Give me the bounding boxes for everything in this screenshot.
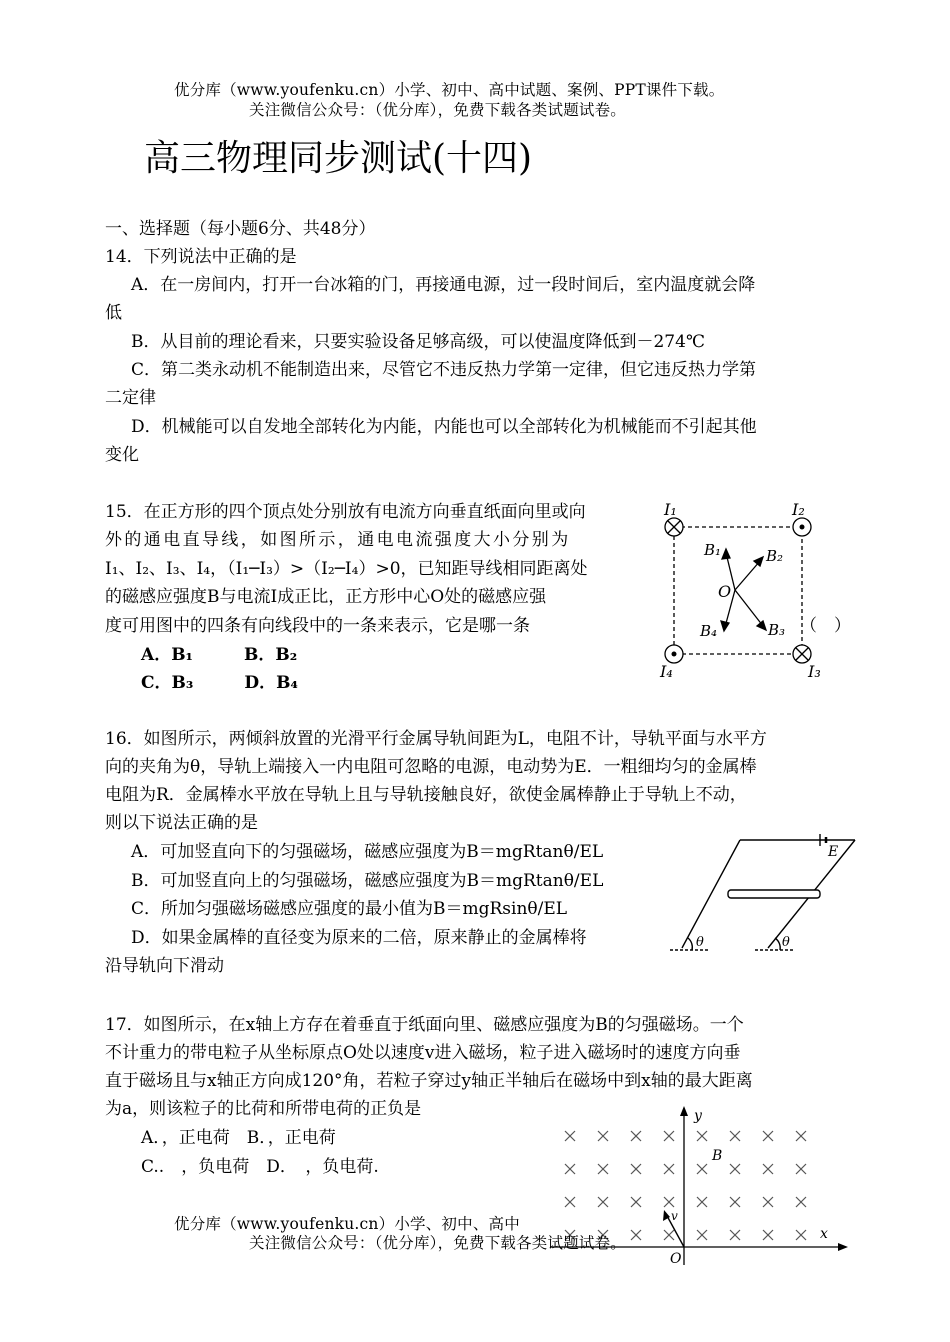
q14-option-c: C．第二类永动机不能制造出来，尽管它不违反热力学第一定律，但它违反热力学第	[131, 360, 757, 380]
angle-arc-left	[688, 938, 692, 950]
footer-line-2: 关注微信公众号：（优分库），免费下载各类试题试卷。	[249, 1234, 627, 1252]
label-i2: I₂	[792, 500, 805, 519]
q15-line-4: 的磁感应强度B与电流I成正比，正方形中心O处的磁感应强	[105, 587, 547, 607]
vector-b4-head	[721, 621, 729, 631]
y-axis-arrow	[680, 1106, 688, 1116]
label-b1: B₁	[704, 541, 722, 559]
q14-option-b: B．从目前的理论看来，只要实验设备足够高级，可以使温度降低到－274℃	[131, 332, 705, 352]
wire-i3-into-page	[793, 645, 811, 663]
x-axis-arrow	[838, 1243, 848, 1251]
label-i1: I₁	[664, 500, 677, 519]
q16-line-3: 电阻为R．金属棒水平放在导轨上且与导轨接触良好，欲使金属棒静止于导轨上不动，	[105, 785, 747, 805]
vector-b3	[735, 590, 763, 626]
q14-stem: 14．下列说法中正确的是	[105, 247, 297, 267]
wire-i4-out-of-page	[665, 645, 683, 663]
wire-i2-out-of-page	[793, 518, 811, 536]
q15-line-2: 外的通电直导线，如图所示，通电电流强度大小分别为	[105, 530, 571, 550]
q14-option-d-cont: 变化	[105, 445, 139, 465]
q14-option-c-cont: 二定律	[105, 388, 156, 408]
section-heading: 一、选择题（每小题6分、共48分）	[105, 219, 376, 239]
label-y: y	[694, 1108, 702, 1124]
label-b2: B₂	[766, 547, 784, 565]
q16-option-d-cont: 沿导轨向下滑动	[105, 956, 224, 976]
label-origin: O	[670, 1251, 682, 1267]
label-theta-left: θ	[696, 935, 704, 950]
footer-line-1: 优分库（www.youfenku.cn）小学、初中、高中	[174, 1215, 520, 1233]
label-center-o: O	[718, 582, 732, 601]
header-line-2: 关注微信公众号：（优分库），免费下载各类试题试卷。	[249, 101, 627, 119]
header-line-1: 优分库（www.youfenku.cn）小学、初中、高中试题、案例、PPT课件下载。	[174, 81, 725, 99]
q16-option-c: C．所加匀强磁场磁感应强度的最小值为B＝mgRsinθ/EL	[131, 899, 568, 919]
q17-options-cd: C.. ，负电荷 D． ，负电荷.	[141, 1157, 379, 1177]
vector-b2	[735, 561, 760, 590]
angle-arc-right	[775, 938, 780, 950]
label-x: x	[820, 1226, 828, 1242]
label-b3: B₃	[768, 621, 786, 639]
q16-line-4: 则以下说法正确的是	[105, 813, 258, 833]
field-crosses	[565, 1131, 806, 1240]
q17-line-2: 不计重力的带电粒子从坐标原点O处以速度v进入磁场，粒子进入磁场时的速度方向垂	[105, 1043, 741, 1063]
q15-options-cd: C．B₃ D．B₄	[141, 673, 298, 693]
q15-line-1: 15．在正方形的四个顶点处分别放有电流方向垂直纸面向里或向	[105, 502, 586, 522]
q16-option-b: B．可加竖直向上的匀强磁场，磁感应强度为B＝mgRtanθ/EL	[131, 871, 604, 891]
q14-option-d: D．机械能可以自发地全部转化为内能，内能也可以全部转化为机械能而不引起其他	[131, 417, 757, 437]
label-v: v	[671, 1209, 678, 1223]
q17-options-ab: A．，正电荷 B．，正电荷	[141, 1128, 336, 1148]
vector-b3-head	[757, 621, 766, 630]
wire-i1-into-page	[665, 518, 683, 536]
q14-option-a-cont: 低	[105, 303, 122, 323]
q15-answer-paren: （ ）	[800, 616, 851, 636]
vector-b2-head	[754, 557, 763, 566]
label-i3: I₃	[808, 662, 821, 681]
label-theta-right: θ	[782, 935, 790, 950]
label-b4: B₄	[700, 622, 718, 640]
q16-option-a: A．可加竖直向下的匀强磁场，磁感应强度为B＝mgRtanθ/EL	[131, 842, 604, 862]
q17-line-4: 为a，则该粒子的比荷和所带电荷的正负是	[105, 1099, 422, 1119]
q14-option-a: A．在一房间内，打开一台冰箱的门，再接通电源，过一段时间后，室内温度就会降	[131, 275, 756, 295]
q15-options-ab: A．B₁ B．B₂	[141, 645, 298, 665]
q16-line-2: 向的夹角为θ，导轨上端接入一内电阻可忽略的电源，电动势为E．一粗细均匀的金属棒	[105, 757, 757, 777]
q15-line-5: 度可用图中的四条有向线段中的一条来表示，它是哪一条	[105, 616, 530, 636]
q17-line-3: 直于磁场且与x轴正方向成120°角，若粒子穿过y轴正半轴后在磁场中到x轴的最大距离	[105, 1071, 753, 1091]
vector-b1-head	[722, 549, 730, 559]
label-i4: I₄	[660, 662, 673, 681]
page-title: 高三物理同步测试(十四)	[144, 138, 533, 179]
q17-line-1: 17．如图所示，在x轴上方存在着垂直于纸面向里、磁感应强度为B的匀强磁场。一个	[105, 1015, 744, 1035]
q16-line-1: 16．如图所示，两倾斜放置的光滑平行金属导轨间距为L，电阻不计，导轨平面与水平方	[105, 729, 767, 749]
q16-option-d: D．如果金属棒的直径变为原来的二倍，原来静止的金属棒将	[131, 928, 587, 948]
q15-square-diagram	[650, 495, 850, 690]
q15-line-3: I₁、I₂、I₃、I₄，（I₁─I₃）>（I₂─I₄）>0，已知距导线相同距离处	[105, 559, 588, 579]
label-emf: E	[828, 844, 839, 860]
metal-rod	[728, 890, 820, 898]
label-b: B	[712, 1148, 723, 1164]
q16-rails-diagram	[670, 830, 860, 960]
